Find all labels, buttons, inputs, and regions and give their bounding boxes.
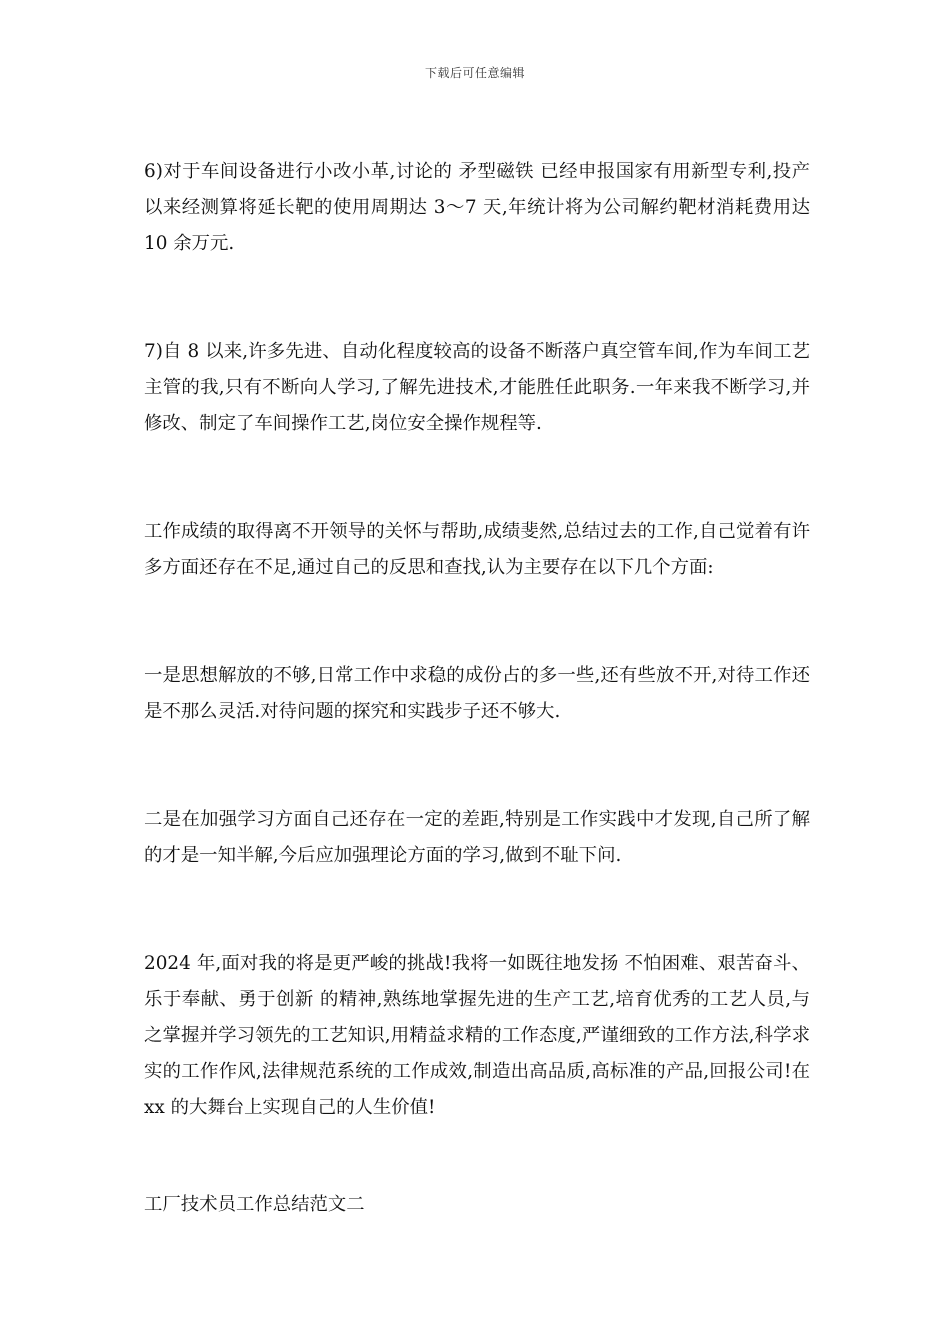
- paragraph-shortcomings-intro: 工作成绩的取得离不开领导的关怀与帮助,成绩斐然,总结过去的工作,自己觉着有许多方面还存在不足,通过自己的反思和查找,认为主要存在以下几个方面:: [144, 521, 810, 578]
- paragraph-item-7: 7)自 8 以来,许多先进、自动化程度较高的设备不断落户真空管车间,作为车间工艺主管的我,只有不断向人学习,了解先进技术,才能胜任此职务.一年来我不断学习,并修改、制定了车间操作工艺,岗位安全操作规程等.: [144, 341, 810, 434]
- paragraph-item-6: 6)对于车间设备进行小改小革,讨论的 矛型磁铁 已经申报国家有用新型专利,投产以来经测算将延长靶的使用周期达 3～7 天,年统计将为公司解约靶材消耗费用达 10 余万元.: [144, 161, 810, 254]
- paragraph-outlook: 2024 年,面对我的将是更严峻的挑战!我将一如既往地发扬 不怕困难、艰苦奋斗、乐于奉献、勇于创新 的精神,熟练地掌握先进的生产工艺,培育优秀的工艺人员,与之掌握并学习领先的工艺知识,用精益求精的工作态度,严谨细致的工作方法,科学求实的工作作风,法律规范系统的工作成效,制造出高品质,高标准的产品,回报公司!在 xx 的大舞台上实现自己的人生价值!: [144, 953, 810, 1118]
- paragraph-shortcoming-one: 一是思想解放的不够,日常工作中求稳的成份占的多一些,还有些放不开,对待工作还是不那么灵活.对待问题的探究和实践步子还不够大.: [144, 665, 810, 722]
- page-header-note: 下载后可任意编辑: [424, 66, 525, 80]
- section-title-sample-two: 工厂技术员工作总结范文二: [144, 1194, 365, 1215]
- paragraph-shortcoming-two: 二是在加强学习方面自己还存在一定的差距,特别是工作实践中才发现,自己所了解的才是一知半解,今后应加强理论方面的学习,做到不耻下问.: [144, 809, 810, 866]
